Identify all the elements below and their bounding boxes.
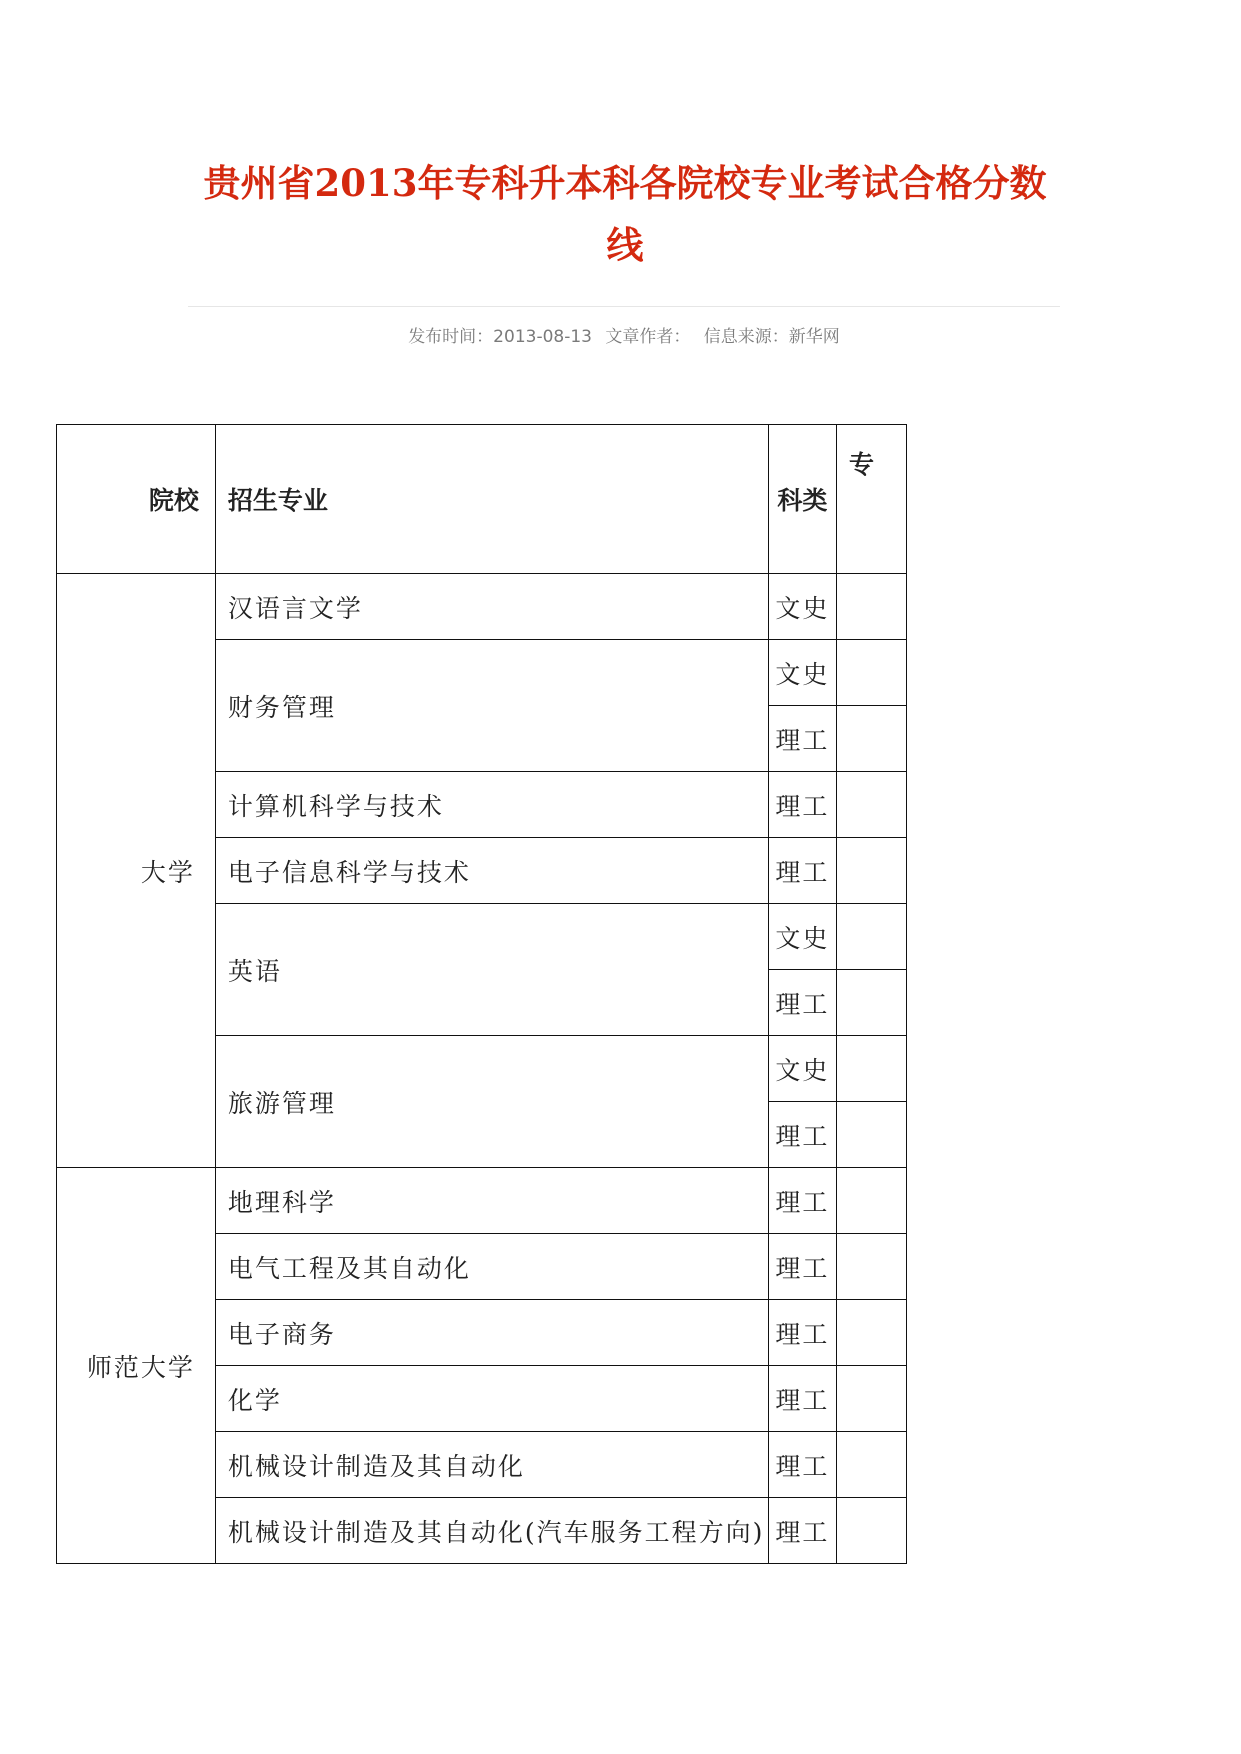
table-row: [57, 574, 907, 640]
header-school: 院校: [57, 425, 216, 574]
score-cell: [836, 904, 906, 970]
score-cell: [836, 1234, 906, 1300]
author: 文章作者：: [605, 327, 691, 347]
score-cell: [836, 970, 906, 1036]
category-cell: 文史: [768, 904, 836, 970]
score-table: [56, 424, 907, 1564]
score-table-container: [86, 424, 1047, 1550]
school-cell: 大学: [57, 574, 216, 1168]
major-cell: 财务管理: [215, 640, 768, 772]
major-cell: 电子商务: [215, 1300, 768, 1366]
category-cell: 文史: [768, 574, 836, 640]
source: 信息来源：新华网: [703, 327, 840, 347]
major-cell: 电子信息科学与技术: [215, 838, 768, 904]
header-major: 招生专业: [215, 425, 768, 574]
category-cell: 理工: [768, 772, 836, 838]
header-score: 专: [836, 425, 906, 574]
score-cell: [836, 706, 906, 772]
article-meta: [188, 322, 1060, 347]
category-cell: 理工: [768, 1234, 836, 1300]
header-category: 科类: [768, 425, 836, 574]
score-cell: [836, 838, 906, 904]
score-cell: [836, 640, 906, 706]
major-cell: 计算机科学与技术: [215, 772, 768, 838]
page-title: 贵州省2013年专科升本科各院校专业考试合格分数线: [203, 161, 1047, 267]
score-cell: [836, 772, 906, 838]
score-cell: [836, 1498, 906, 1564]
major-cell: 地理科学: [215, 1168, 768, 1234]
school-cell: 师范大学: [57, 1168, 216, 1564]
title-divider: [188, 306, 1060, 307]
score-cell: [836, 1432, 906, 1498]
score-cell: [836, 1168, 906, 1234]
score-cell: [836, 1036, 906, 1102]
category-cell: 文史: [768, 1036, 836, 1102]
category-cell: 理工: [768, 706, 836, 772]
table-row: [57, 1168, 907, 1234]
major-cell: 旅游管理: [215, 1036, 768, 1168]
category-cell: 理工: [768, 970, 836, 1036]
major-cell: 机械设计制造及其自动化(汽车服务工程方向): [215, 1498, 768, 1564]
major-cell: 英语: [215, 904, 768, 1036]
category-cell: 文史: [768, 640, 836, 706]
category-cell: 理工: [768, 1432, 836, 1498]
category-cell: 理工: [768, 1366, 836, 1432]
table-header-row: [57, 425, 907, 574]
major-cell: 电气工程及其自动化: [215, 1234, 768, 1300]
score-cell: [836, 574, 906, 640]
score-cell: [836, 1300, 906, 1366]
category-cell: 理工: [768, 1168, 836, 1234]
score-cell: [836, 1102, 906, 1168]
score-cell: [836, 1366, 906, 1432]
major-cell: 机械设计制造及其自动化: [215, 1432, 768, 1498]
category-cell: 理工: [768, 838, 836, 904]
category-cell: 理工: [768, 1300, 836, 1366]
major-cell: 汉语言文学: [215, 574, 768, 640]
major-cell: 化学: [215, 1366, 768, 1432]
publish-time: 发布时间：2013-08-13: [408, 327, 592, 347]
category-cell: 理工: [768, 1498, 836, 1564]
category-cell: 理工: [768, 1102, 836, 1168]
